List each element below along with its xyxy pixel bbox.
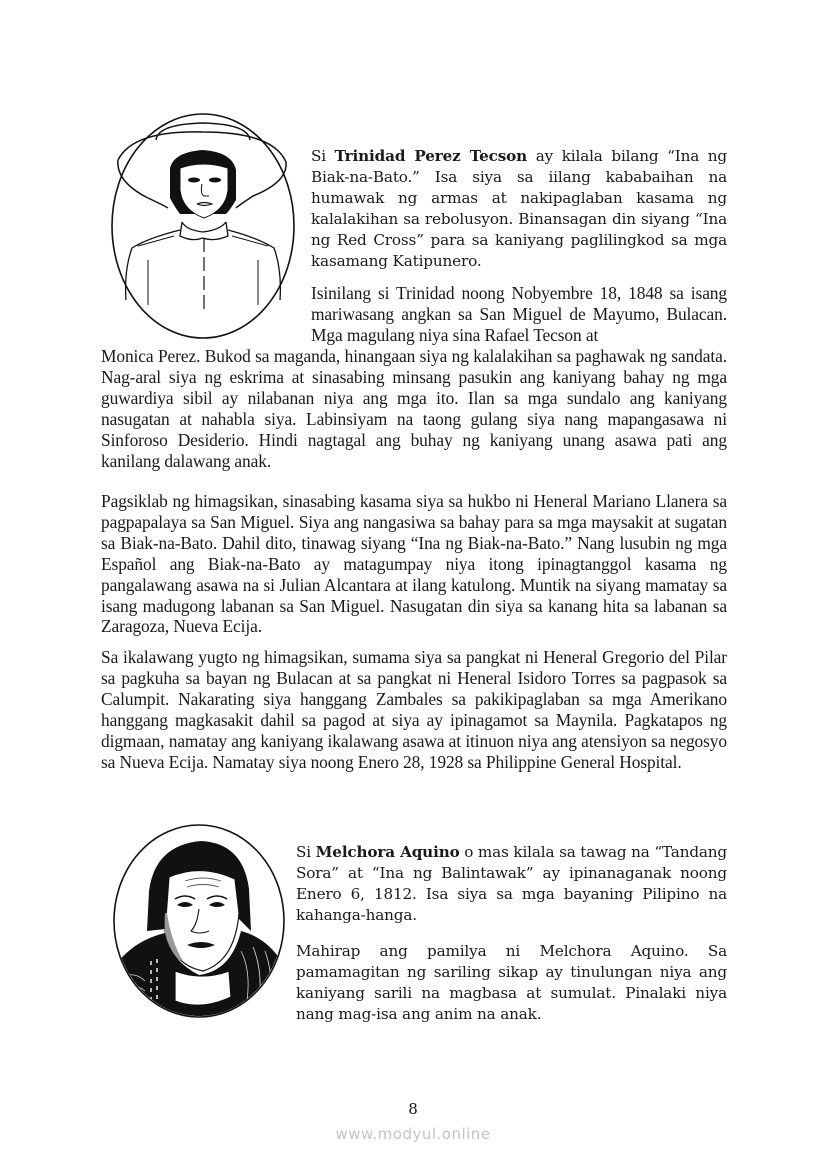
melchora-intro-paragraph <box>296 842 727 926</box>
intro-rest: o mas kilala sa tawag na “Tandang Sora” at “Ina ng Balintawak” ay ipinanaganak noong Enero 6, 1812. Isa siya sa mga bayaning Pilipino na kahanga-hanga. <box>296 843 727 924</box>
watermark: www.modyul.online <box>335 1125 491 1143</box>
page-number: 8 <box>408 1100 418 1118</box>
melchora-name: Melchora Aquino <box>315 843 460 861</box>
intro-prefix: Si <box>296 843 316 861</box>
trinidad-birth-paragraph-wrapped: Isinilang si Trinidad noong Nobyembre 18, 1848 sa isang mariwasang angkan sa San Miguel de Mayumo, Bulacan. Mga magulang niya sina Rafael Tecson at <box>311 283 727 345</box>
intro-prefix: Si <box>311 147 335 165</box>
trinidad-birth-paragraph-full: Monica Perez. Bukod sa maganda, hinangaan siya ng kalalakihan sa paghawak ng sandata. Nag-aral siya ng eskrima at sinasabing minsang pasukin ang kaniyang bahay ng mga guwardiya sibil ay nilabanan niya ang mga ito. Ilan sa mga sundalo ang kaniyang nasugatan at nahabla siya. Labinsiyam na taong gulang siya nang mapangasawa ni Sinforoso Desiderio. Hindi nagtagal ang buhay ng kaniyang unang asawa pati ang kanilang dalawang anak. <box>101 346 727 471</box>
trinidad-revolution-paragraph: Pagsiklab ng himagsikan, sinasabing kasama siya sa hukbo ni Heneral Mariano Llanera sa pagpapalaya sa San Miguel. Siya ang nangasiwa sa bahay para sa mga maysakit at sugatan sa Biak-na-Bato. Dahil dito, tinawag siyang “Ina ng Biak-na-Bato.” Nang lusubin ng mga Español ang Biak-na-Bato ay matagumpay niya itong ipinagtanggol kasama ng pangalawang asawa na si Julian Alcantara at ilang katulong. Muntik na siyang mamatay sa isang madugong labanan sa San Miguel. Nasugatan din siya sa kanang hita sa labanan sa Zaragoza, Nueva Ecija. <box>101 491 727 637</box>
melchora-family-paragraph: Mahirap ang pamilya ni Melchora Aquino. Sa pamamagitan ng sariling sikap ay tinulungan niya ang kaniyang sarili na magbasa at sumulat. Pinalaki niya nang mag-isa ang anim na anak. <box>296 942 727 1023</box>
trinidad-name: Trinidad Perez Tecson <box>334 147 528 165</box>
trinidad-later-life-paragraph: Sa ikalawang yugto ng himagsikan, sumama siya sa pangkat ni Heneral Gregorio del Pilar sa pagkuha sa bayan ng Bulacan at sa pangkat ni Heneral Isidoro Torres sa pagpasok sa Calumpit. Nakarating siya hanggang Zambales sa pakikipaglaban sa mga Amerikano hanggang magkasakit dahil sa pagod at siya ay ipinagamot sa Maynila. Pagkatapos ng digmaan, namatay ang kaniyang ikalawang asawa at itinuon niya ang atensiyon sa negosyo sa Nueva Ecija. Namatay siya noong Enero 28, 1928 sa Philippine General Hospital. <box>101 647 727 772</box>
intro-rest: ay kilala bilang “Ina ng Biak-na-Bato.” Isa siya sa iilang kababaihan na humawak ng armas at nakipaglaban kasama ng kalalakihan sa rebolusyon. Binansagan din siyang “Ina ng Red Cross” para sa kaniyang paglilingkod sa mga kasamang Katipunero. <box>311 147 728 270</box>
melchora-aquino-portrait <box>111 821 287 1021</box>
trinidad-intro-paragraph <box>311 146 727 271</box>
trinidad-tecson-portrait <box>108 110 298 342</box>
